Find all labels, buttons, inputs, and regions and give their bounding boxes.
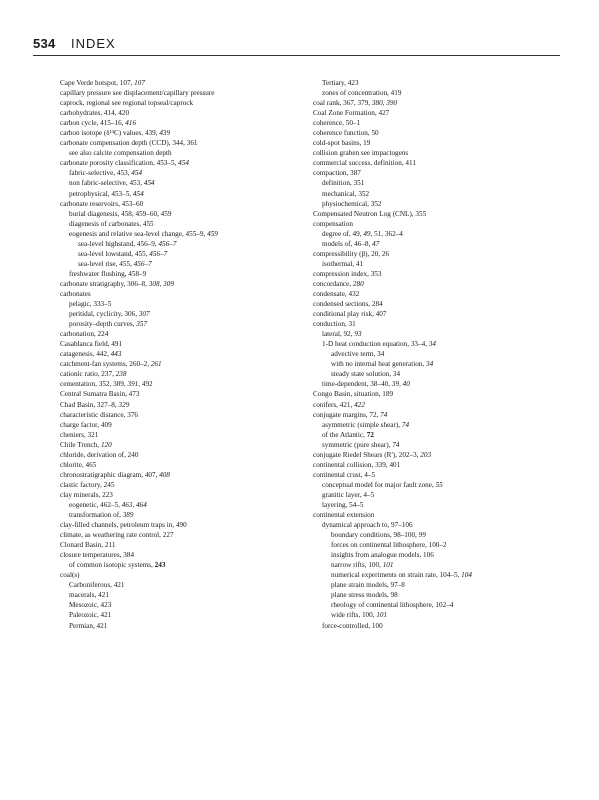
- entry-text: sea-level rise, 455,: [78, 259, 134, 268]
- index-entry: [60, 610, 310, 620]
- header-rule: [33, 55, 560, 56]
- index-entry: [313, 560, 563, 570]
- index-entry: [60, 138, 310, 148]
- index-entry: [313, 178, 563, 188]
- index-entry: [60, 118, 310, 128]
- entry-text: porosity–depth curves,: [69, 320, 137, 329]
- figure-page-ref: 39, 40: [391, 380, 410, 389]
- entry-text: plane stress models, 98: [331, 591, 398, 600]
- index-entry: [313, 540, 563, 550]
- index-entry: [313, 279, 563, 289]
- entry-text: chlorite, 465: [60, 460, 97, 469]
- entry-text: catagenesis, 442,: [60, 350, 111, 359]
- index-entry: [313, 420, 563, 430]
- entry-text: collision graben see impactogens: [313, 149, 409, 158]
- entry-text: dynamical approach to, 97–106: [322, 521, 413, 530]
- index-entry: [313, 329, 563, 339]
- entry-text: of common isotopic systems,: [69, 561, 155, 570]
- figure-page-ref: 101: [382, 561, 394, 570]
- figure-page-ref: 47: [372, 239, 380, 248]
- entry-text: carbonate compensation depth (CCD), 344, 361: [60, 139, 198, 148]
- entry-text: continental collision, 339, 401: [313, 460, 401, 469]
- entry-text: advective term, 34: [331, 350, 385, 359]
- index-entry: [313, 239, 563, 249]
- index-entry: [60, 189, 310, 199]
- index-entry: [313, 621, 563, 631]
- entry-text: layering, 54–5: [322, 500, 364, 509]
- entry-text: force-controlled, 100: [322, 621, 383, 630]
- index-entry: [313, 500, 563, 510]
- entry-text: carbonate reservoirs, 453–60: [60, 199, 144, 208]
- entry-text: Central Sumatra Basin, 473: [60, 390, 140, 399]
- entry-text: Compensated Neutron Log (CNL), 355: [313, 209, 427, 218]
- entry-text: Tertiary, 423: [322, 79, 359, 87]
- entry-text: burial diagenesis, 458, 459–60, 459: [69, 209, 172, 218]
- index-entry: [60, 430, 310, 440]
- index-entry: [313, 98, 563, 108]
- index-entry: [60, 78, 310, 88]
- index-entry: [313, 269, 563, 279]
- figure-page-ref: 34: [428, 340, 436, 349]
- entry-text: continental extension: [313, 511, 375, 520]
- entry-text: coal(s): [60, 571, 80, 580]
- figure-page-ref: 329: [118, 400, 130, 409]
- index-entry: [313, 610, 563, 620]
- entry-text: closure temperatures, 384: [60, 551, 135, 560]
- index-entry: [60, 239, 310, 249]
- index-entry: [313, 158, 563, 168]
- entry-text: clay-filled channels, petroleum traps in, 490: [60, 521, 187, 530]
- index-entry: [60, 108, 310, 118]
- index-entry: [60, 329, 310, 339]
- index-entry: [313, 480, 563, 490]
- entry-text: commercial success, definition, 411: [313, 159, 416, 168]
- entry-text: sea-level highstand, 456–9,: [78, 239, 159, 248]
- index-entry: [313, 209, 563, 219]
- entry-text: clay minerals, 223: [60, 490, 113, 499]
- entry-text: concordance,: [313, 279, 353, 288]
- entry-text: continental crust, 4–5: [313, 470, 376, 479]
- index-entry: [60, 500, 310, 510]
- entry-text: Permian, 421: [69, 621, 108, 630]
- entry-text: granitic layer, 4–5: [322, 490, 375, 499]
- index-entry: [60, 279, 310, 289]
- index-entry: [60, 269, 310, 279]
- entry-text: compressibility (β), 20, 26: [313, 249, 390, 258]
- index-entry: [313, 379, 563, 389]
- entry-text: time-dependent, 38–40,: [322, 380, 392, 389]
- index-entry: [60, 510, 310, 520]
- entry-text: zones of concentration, 419: [322, 89, 402, 98]
- index-entry: [313, 530, 563, 540]
- index-entry: [313, 78, 563, 88]
- index-entry: [60, 590, 310, 600]
- index-entry: [313, 118, 563, 128]
- entry-text: Coal Zone Formation, 427: [313, 109, 390, 118]
- index-entry: [313, 229, 563, 239]
- index-entry: [313, 450, 563, 460]
- index-entry: [60, 229, 310, 239]
- index-entry: [60, 550, 310, 560]
- figure-page-ref: 380, 390: [371, 99, 398, 108]
- index-entry: [60, 540, 310, 550]
- page-number: 534: [33, 36, 56, 51]
- entry-text: coherence, 50–1: [313, 119, 361, 128]
- entry-text: compensation: [313, 219, 353, 228]
- entry-text: carbonate stratigraphy, 306–8,: [60, 279, 149, 288]
- index-entry: [60, 199, 310, 209]
- entry-text: clastic factory, 245: [60, 480, 115, 489]
- index-entry: [60, 530, 310, 540]
- entry-text: diagenesis of carbonates, 455: [69, 219, 154, 228]
- entry-text: macerals, 421: [69, 591, 109, 600]
- index-entry: [60, 148, 310, 158]
- figure-page-ref: 93: [354, 330, 362, 339]
- index-entry: [313, 410, 563, 420]
- index-entry: [60, 389, 310, 399]
- entry-text: physiochemical, 352: [322, 199, 382, 208]
- figure-page-ref: 203: [420, 450, 432, 459]
- entry-text: condensate, 432: [313, 289, 360, 298]
- figure-page-ref: 454: [178, 159, 189, 168]
- index-entry: [60, 440, 310, 450]
- index-entry: [313, 359, 563, 369]
- entry-text: Mesozoic, 423: [69, 601, 112, 610]
- entry-text: chronostratigraphic diagram, 407,: [60, 470, 160, 479]
- index-entry: [60, 480, 310, 490]
- entry-text: Cape Verde hotspot, 107,: [60, 79, 135, 87]
- entry-text: Congo Basin, situation, 189: [313, 390, 394, 399]
- index-entry: [60, 470, 310, 480]
- index-entry: [313, 309, 563, 319]
- index-entry: [60, 209, 310, 219]
- entry-text: peritidal, cyclicity, 306,: [69, 310, 139, 319]
- index-entry: [313, 219, 563, 229]
- figure-page-ref: 456–7: [149, 249, 168, 258]
- index-entry: [60, 319, 310, 329]
- figure-page-ref: 456–7: [158, 239, 177, 248]
- index-entry: [313, 349, 563, 359]
- entry-text: cheniers, 321: [60, 430, 99, 439]
- index-entry: [60, 98, 310, 108]
- index-entry: [60, 309, 310, 319]
- entry-text: characteristic distance, 376: [60, 410, 139, 419]
- table-page-ref: 72: [366, 430, 374, 439]
- figure-page-ref: 454: [132, 189, 144, 198]
- index-entry: [313, 148, 563, 158]
- entry-text: coherence function, 50: [313, 129, 379, 138]
- index-entry: [313, 460, 563, 470]
- figure-page-ref: 74: [380, 410, 388, 419]
- entry-text: caprock, regional see regional topseal/caprock: [60, 99, 194, 108]
- entry-text: narrow rifts, 100,: [331, 561, 383, 570]
- figure-page-ref: 107: [134, 79, 145, 87]
- entry-text: climate, as weathering rate control, 227: [60, 531, 174, 540]
- entry-text: Paleozoic, 421: [69, 611, 112, 620]
- entry-text: Carboniferous, 421: [69, 581, 125, 590]
- figure-page-ref: 74: [401, 420, 410, 429]
- entry-text: conifers, 421,: [313, 400, 355, 409]
- index-entry: [60, 178, 310, 188]
- entry-text: conjugate Riedel Shears (R'), 202–3,: [313, 450, 421, 459]
- entry-text: Chile Trench,: [60, 440, 101, 449]
- index-entry: [60, 219, 310, 229]
- entry-text: boundary conditions, 98–100,: [331, 531, 419, 540]
- entry-text-after: , 492: [138, 380, 153, 389]
- entry-text: carbonation, 224: [60, 330, 109, 339]
- entry-text: chloride, derivation of, 240: [60, 450, 139, 459]
- entry-text: see also calcite compensation depth: [69, 149, 172, 158]
- figure-page-ref: 454: [143, 179, 155, 188]
- entry-text: models of, 46–8,: [322, 239, 373, 248]
- entry-text: conditional play risk, 407: [313, 310, 387, 319]
- index-entry: [313, 430, 563, 440]
- index-entry: [313, 440, 563, 450]
- figure-page-ref: 443: [110, 350, 122, 359]
- index-entry: [60, 339, 310, 349]
- entry-text: lateral, 92,: [322, 330, 355, 339]
- index-entry: [60, 420, 310, 430]
- figure-page-ref: 439: [159, 129, 171, 138]
- index-entry: [60, 490, 310, 500]
- entry-text: Casablanca field, 491: [60, 340, 123, 349]
- figure-page-ref: 408: [159, 470, 170, 479]
- index-entry: [60, 128, 310, 138]
- entry-text: fabric-selective, 453,: [69, 169, 132, 178]
- entry-text: compression index, 353: [313, 269, 382, 278]
- index-entry: [60, 379, 310, 389]
- entry-text: compaction, 387: [313, 169, 361, 178]
- entry-text: conduction, 31: [313, 320, 356, 329]
- entry-text: sea-level lowstand, 455,: [78, 249, 150, 258]
- index-entry: [313, 570, 563, 580]
- index-entry: [313, 259, 563, 269]
- entry-text: forces on continental lithosphere, 100–2: [331, 541, 447, 550]
- entry-text: petrophysical, 453–5,: [69, 189, 133, 198]
- figure-page-ref: 308, 309: [148, 279, 174, 288]
- entry-text: cementation, 352, 389,: [60, 380, 128, 389]
- figure-page-ref: 238: [115, 370, 127, 379]
- entry-text: capillary pressure see displacement/capillary pressure: [60, 89, 215, 98]
- entry-text: mechanical, 352: [322, 189, 370, 198]
- index-entry: [60, 580, 310, 590]
- index-entry: [60, 520, 310, 530]
- entry-text: plane strain models, 97–8: [331, 581, 405, 590]
- index-entry: [313, 470, 563, 480]
- figure-page-ref: 49: [363, 229, 371, 238]
- index-entry: [313, 299, 563, 309]
- index-entry: [313, 510, 563, 520]
- figure-page-ref: 456–7: [133, 259, 152, 268]
- figure-page-ref: 389: [122, 511, 134, 520]
- figure-page-ref: 459: [207, 229, 218, 238]
- entry-text: symmetric (pure shear),: [322, 440, 393, 449]
- entry-text: Clonard Basin, 211: [60, 541, 116, 550]
- index-entry: [60, 621, 310, 631]
- index-column-left: [60, 78, 310, 631]
- figure-page-ref: 261: [150, 360, 162, 369]
- index-entry: [60, 460, 310, 470]
- entry-text: numerical experiments on strain rate, 104–5,: [331, 571, 462, 580]
- index-entry: [313, 590, 563, 600]
- entry-text: coal rank, 367, 379,: [313, 99, 372, 108]
- index-entry: [313, 400, 563, 410]
- figure-page-ref: 422: [354, 400, 365, 409]
- figure-page-ref: 101: [376, 611, 388, 620]
- index-entry: [313, 128, 563, 138]
- page-header: [33, 36, 560, 56]
- entry-text-after: , 51, 362–4: [370, 229, 403, 238]
- index-entry: [60, 359, 310, 369]
- entry-text: degree of, 49,: [322, 229, 364, 238]
- entry-text: charge factor, 409: [60, 420, 112, 429]
- entry-text: transformation of,: [69, 511, 123, 520]
- entry-text: carbon cycle, 415–16,: [60, 119, 126, 128]
- entry-text: of the Atlantic,: [322, 430, 367, 439]
- index-entry: [313, 88, 563, 98]
- entry-text: 1-D heat conduction equation, 33–4,: [322, 340, 429, 349]
- index-entry: [313, 138, 563, 148]
- entry-text: wide rifts, 100,: [331, 611, 377, 620]
- index-entry: [313, 490, 563, 500]
- entry-text: steady state solution, 34: [331, 370, 401, 379]
- table-page-ref: 243: [154, 561, 166, 570]
- index-entry: [60, 299, 310, 309]
- entry-text: definition, 351: [322, 179, 365, 188]
- entry-text: carbohydrates, 414, 420: [60, 109, 130, 118]
- entry-text: carbonates: [60, 289, 91, 298]
- index-entry: [60, 88, 310, 98]
- index-entry: [60, 450, 310, 460]
- figure-page-ref: 99: [418, 531, 426, 540]
- index-entry: [60, 560, 310, 570]
- index-entry: [313, 289, 563, 299]
- index-entry: [60, 259, 310, 269]
- index-entry: [60, 410, 310, 420]
- index-column-right: [313, 78, 563, 631]
- index-entry: [313, 319, 563, 329]
- index-entry: [60, 289, 310, 299]
- figure-page-ref: 463, 464: [121, 500, 147, 509]
- figure-page-ref: 104: [461, 571, 472, 580]
- entry-text: Chad Basin, 327–8,: [60, 400, 119, 409]
- index-entry: [60, 400, 310, 410]
- entry-text: pelagic, 333–5: [69, 300, 112, 309]
- index-entry: [313, 199, 563, 209]
- figure-page-ref: 416: [125, 119, 137, 128]
- entry-text: condensed sections, 284: [313, 300, 383, 309]
- entry-text: conceptual model for major fault zone,: [322, 480, 436, 489]
- entry-text: isothermal, 41: [322, 259, 364, 268]
- running-head: INDEX: [71, 36, 116, 51]
- entry-text: carbon isotope (δ¹³C) values, 439,: [60, 129, 160, 138]
- index-entry: [313, 600, 563, 610]
- index-entry: [313, 249, 563, 259]
- index-entry: [60, 158, 310, 168]
- index-entry: [60, 600, 310, 610]
- index-entry: [60, 369, 310, 379]
- index-entry: [313, 339, 563, 349]
- entry-text: cold-spot basins, 19: [313, 139, 371, 148]
- index-entry: [60, 168, 310, 178]
- entry-text: eogenetic, 462–5,: [69, 500, 122, 509]
- entry-text: catchment-fan systems, 260–2,: [60, 360, 151, 369]
- entry-text: non fabric-selective, 453,: [69, 179, 144, 188]
- figure-page-ref: 454: [131, 169, 143, 178]
- index-entry: [313, 550, 563, 560]
- entry-text: with no internal heat generation,: [331, 360, 427, 369]
- index-entry: [60, 349, 310, 359]
- index-entry: [60, 570, 310, 580]
- figure-page-ref: 55: [435, 480, 443, 489]
- figure-page-ref: 280: [352, 279, 364, 288]
- index-entry: [313, 389, 563, 399]
- figure-page-ref: 74: [392, 440, 400, 449]
- figure-page-ref: 391: [127, 380, 139, 389]
- index-entry: [313, 520, 563, 530]
- entry-text: asymmetric (simple shear),: [322, 420, 402, 429]
- figure-page-ref: 307: [138, 310, 150, 319]
- entry-text: insights from analogue models, 106: [331, 551, 434, 560]
- index-entry: [313, 369, 563, 379]
- entry-text: eogenesis and relative sea-level change, 455–9,: [69, 229, 208, 238]
- entry-text: conjugate margins, 72,: [313, 410, 381, 419]
- index-entry: [313, 580, 563, 590]
- figure-page-ref: 357: [136, 320, 148, 329]
- index-entry: [313, 189, 563, 199]
- figure-page-ref: 120: [100, 440, 112, 449]
- figure-page-ref: 34: [426, 360, 434, 369]
- entry-text: carbonate porosity classification, 453–5,: [60, 159, 179, 168]
- entry-text: cationic ratio, 237,: [60, 370, 116, 379]
- entry-text: rheology of continental lithosphere, 102–4: [331, 601, 454, 610]
- entry-text: freshwater flushing, 458–9: [69, 269, 147, 278]
- index-entry: [313, 168, 563, 178]
- index-entry: [60, 249, 310, 259]
- index-entry: [313, 108, 563, 118]
